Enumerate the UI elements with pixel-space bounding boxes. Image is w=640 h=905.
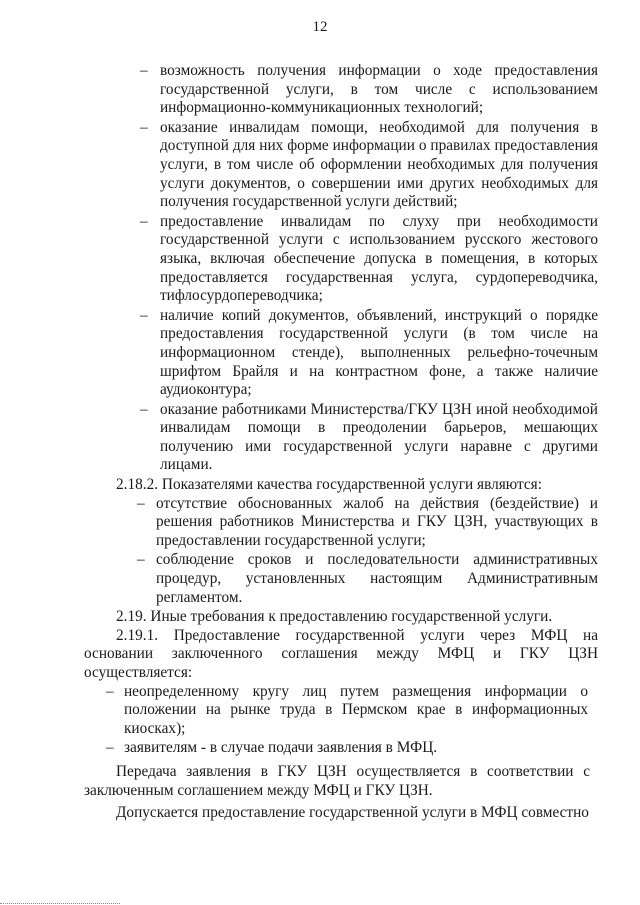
list-item-text: оказание работниками Министерства/ГКУ ЦЗН иной необходимой инвалидам помощи в преодолении барьеров, мешающих получению ими государственной услуги наравне с другими лицами. <box>160 400 598 474</box>
dash-marker: – <box>140 306 148 324</box>
section-2-18-2: 2.18.2. Показателями качества государственной услуги являются: <box>116 476 542 494</box>
dash-marker: – <box>106 682 114 700</box>
list-item <box>0 551 640 607</box>
list-item-text: оказание инвалидам помощи, необходимой для получения в доступной для них форме информации о правилах предоставления услуги, в том числе об оформлении необходимых для получения услуги документов, о совершении ими других необходимых для получения государственной услуги действий; <box>160 118 598 211</box>
list-item <box>0 307 640 400</box>
list-item <box>0 213 640 306</box>
list-item-text: возможность получения информации о ходе предоставления государственной услуги, в том числе с использованием информационно-коммуникационных технологий; <box>160 62 598 117</box>
list-item-text: заявителям - в случае подачи заявления в МФЦ. <box>124 739 438 757</box>
dash-marker: – <box>106 739 114 757</box>
list-item-text: отсутствие обоснованных жалоб на действия (бездействие) и решения работников Министерства и ГКУ ЦЗН, участвующих в предоставлении государственной услуги; <box>156 494 598 549</box>
list-item-text: соблюдение сроков и последовательности административных процедур, установленных настоящим Административным регламентом. <box>156 551 598 606</box>
list-item <box>0 401 640 475</box>
list-item <box>0 62 640 118</box>
quality-indicators-list <box>0 495 640 608</box>
document-body <box>0 62 640 823</box>
list-item-text: неопределенному кругу лиц путем размещения информации о положении на рынке труда в Пермском крае в информационных киосках); <box>124 682 588 737</box>
dash-marker: – <box>140 118 148 136</box>
mfc-recipients-list <box>0 683 640 758</box>
dash-marker: – <box>140 400 148 418</box>
dash-marker: – <box>137 494 145 512</box>
dash-marker: – <box>137 551 145 569</box>
dash-marker: – <box>140 62 148 79</box>
list-item-text: наличие копий документов, объявлений, инструкций о порядке предоставления государственной услуги (в том числе на информационном стенде), выполненных рельефно-точечным шрифтом Брайля и на контрастном фоне, а также наличие аудиоконтура; <box>160 306 598 399</box>
list-item <box>0 495 640 551</box>
transfer-paragraph: Передача заявления в ГКУ ЦЗН осуществляется в соответствии с заключенным соглашением между МФЦ и ГКУ ЦЗН. <box>84 762 590 799</box>
list-item <box>0 119 640 212</box>
allowed-paragraph: Допускается предоставление государственной услуги в МФЦ совместно <box>116 804 589 822</box>
accessibility-list <box>0 62 640 475</box>
list-item <box>0 739 640 758</box>
dash-marker: – <box>140 212 148 230</box>
list-item-text: предоставление инвалидам по слуху при необходимости государственной услуги с использованием русского жестового языка, включая обеспечение допуска в помещения, в которых предоставляется государственная услуга, сурдопереводчика, тифлосурдопереводчика; <box>160 212 598 305</box>
section-2-19-1: 2.19.1. Предоставление государственной услуги через МФЦ на основании заключенного соглашения между МФЦ и ГКУ ЦЗН осуществляется: <box>84 626 598 681</box>
list-item <box>0 683 640 739</box>
page-number: 12 <box>312 19 328 35</box>
section-2-19: 2.19. Иные требования к предоставлению государственной услуги. <box>116 608 553 626</box>
